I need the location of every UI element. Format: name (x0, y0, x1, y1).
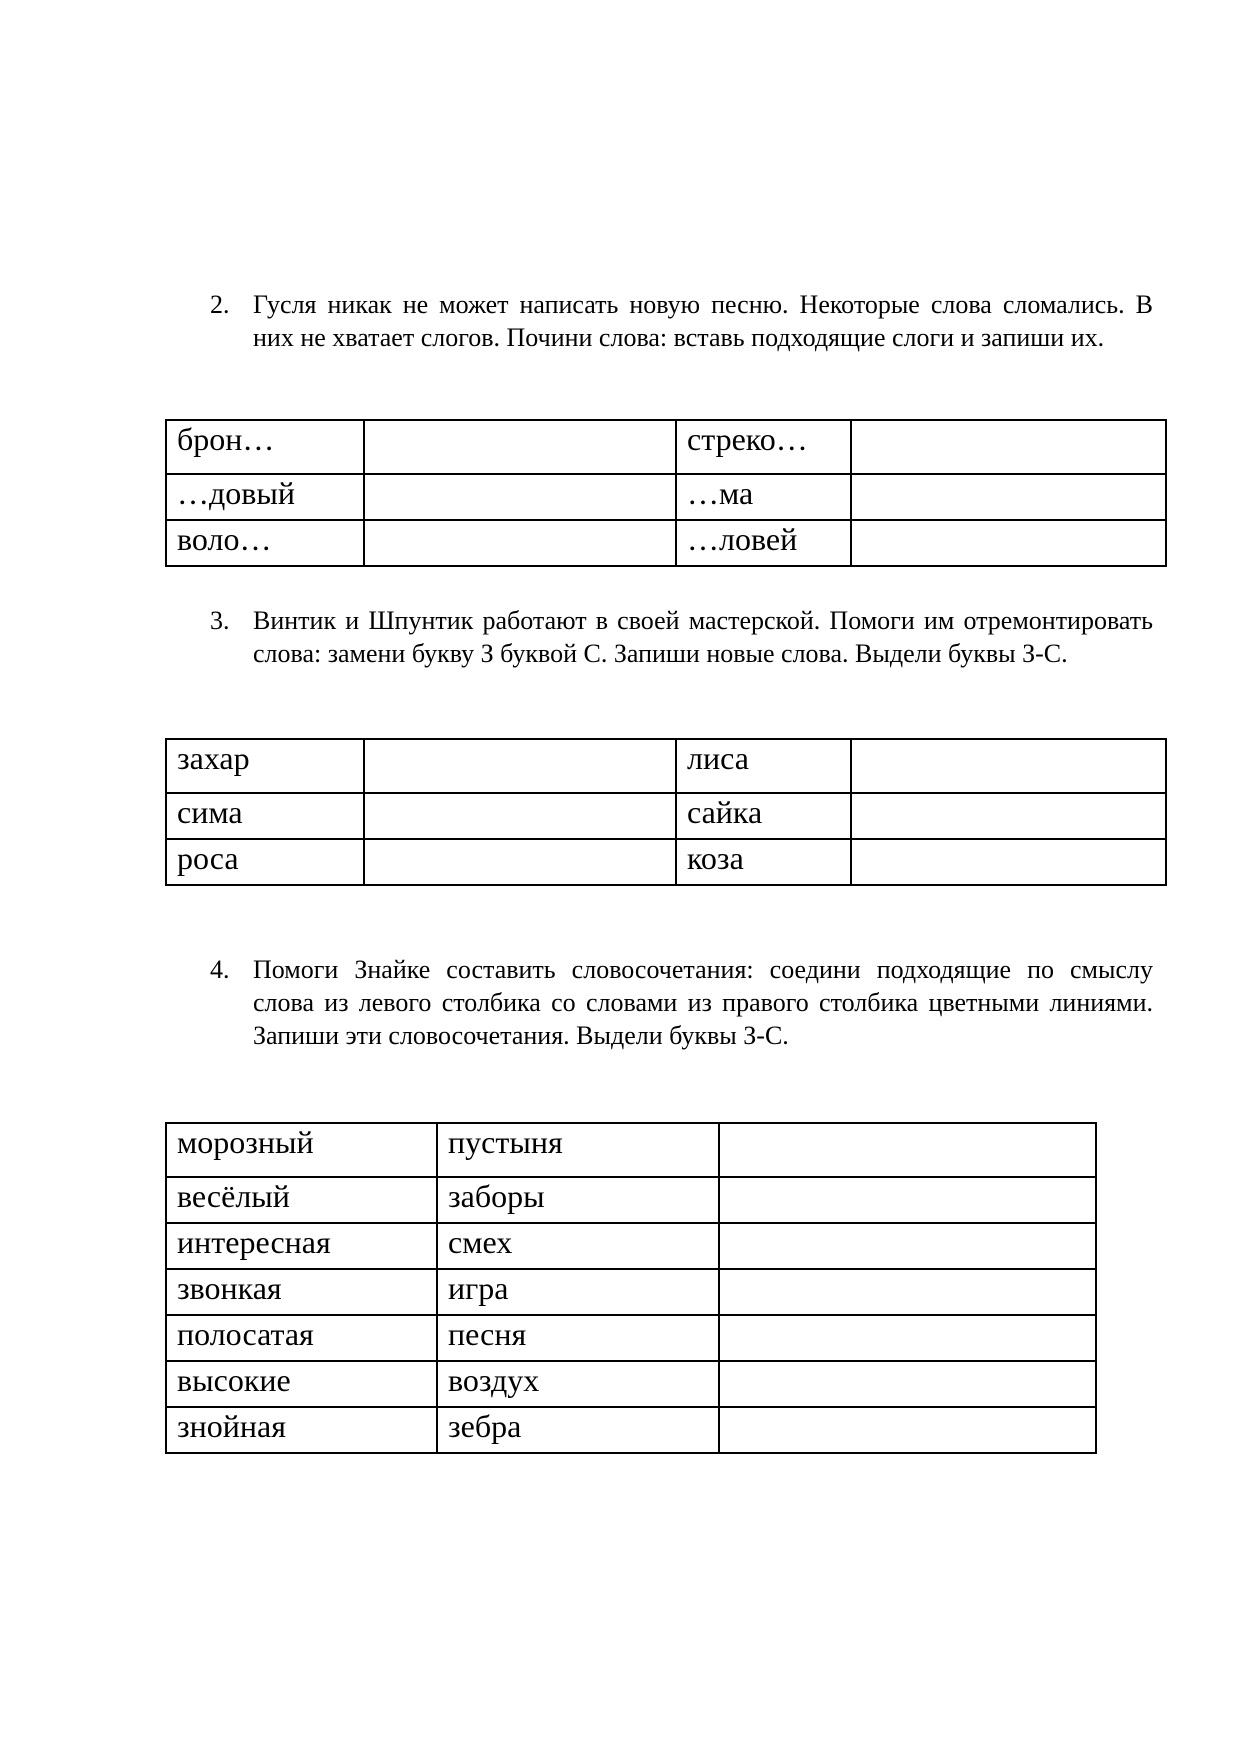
answer-cell[interactable] (364, 793, 676, 839)
task-text: Помоги Знайке составить словосочетания: соедини подходящие по смыслу слова из левого столбика со словами из правого столбика цветными линиями. Запиши эти словосочетания. Выдели буквы З-С. (253, 955, 1153, 1050)
task-text: Винтик и Шпунтик работают в своей мастерской. Помоги им отремонтировать слова: замени букву З буквой С. Запиши новые слова. Выдели буквы З-С. (253, 606, 1153, 668)
answer-cell[interactable] (364, 420, 676, 474)
answer-cell[interactable] (851, 474, 1166, 520)
answer-cell[interactable] (851, 739, 1166, 793)
task-4-table (165, 1122, 1097, 1454)
table-row (166, 793, 1166, 839)
word-cell: …довый (166, 474, 364, 520)
answer-cell[interactable] (719, 1361, 1096, 1407)
answer-cell[interactable] (364, 474, 676, 520)
table-row (166, 1361, 1096, 1407)
right-word-cell: заборы (437, 1177, 719, 1223)
table-row (166, 1177, 1096, 1223)
answer-cell[interactable] (851, 520, 1166, 566)
task-number: 2. (210, 290, 230, 319)
word-cell: сайка (676, 793, 851, 839)
word-cell: брон… (166, 420, 364, 474)
left-word-cell: интересная (166, 1223, 437, 1269)
task-number: 4. (210, 955, 230, 984)
word-cell: воло… (166, 520, 364, 566)
answer-cell[interactable] (851, 793, 1166, 839)
word-cell: лиса (676, 739, 851, 793)
answer-cell[interactable] (851, 839, 1166, 885)
task-4-instruction (210, 953, 1153, 1052)
left-word-cell: высокие (166, 1361, 437, 1407)
table-row (166, 520, 1166, 566)
word-cell: сима (166, 793, 364, 839)
right-word-cell: песня (437, 1315, 719, 1361)
table-row (166, 1123, 1096, 1177)
table-row (166, 474, 1166, 520)
left-word-cell: морозный (166, 1123, 437, 1177)
table-row (166, 1315, 1096, 1361)
word-cell: стреко… (676, 420, 851, 474)
answer-cell[interactable] (719, 1223, 1096, 1269)
word-cell: коза (676, 839, 851, 885)
answer-cell[interactable] (364, 739, 676, 793)
answer-cell[interactable] (364, 520, 676, 566)
task-3-table (165, 738, 1167, 886)
answer-cell[interactable] (851, 420, 1166, 474)
word-cell: роса (166, 839, 364, 885)
table-row (166, 839, 1166, 885)
table-row (166, 739, 1166, 793)
right-word-cell: смех (437, 1223, 719, 1269)
answer-cell[interactable] (719, 1177, 1096, 1223)
word-cell: …ловей (676, 520, 851, 566)
left-word-cell: полосатая (166, 1315, 437, 1361)
left-word-cell: звонкая (166, 1269, 437, 1315)
answer-cell[interactable] (364, 839, 676, 885)
task-text: Гусля никак не может написать новую песню. Некоторые слова сломались. В них не хватает слогов. Почини слова: вставь подходящие слоги и запиши их. (253, 290, 1153, 352)
right-word-cell: игра (437, 1269, 719, 1315)
word-cell: …ма (676, 474, 851, 520)
answer-cell[interactable] (719, 1315, 1096, 1361)
left-word-cell: весёлый (166, 1177, 437, 1223)
table-row (166, 1407, 1096, 1453)
table-row (166, 1223, 1096, 1269)
right-word-cell: воздух (437, 1361, 719, 1407)
left-word-cell: знойная (166, 1407, 437, 1453)
task-number: 3. (210, 606, 230, 635)
task-2-instruction (210, 288, 1153, 354)
answer-cell[interactable] (719, 1269, 1096, 1315)
table-row (166, 1269, 1096, 1315)
right-word-cell: пустыня (437, 1123, 719, 1177)
answer-cell[interactable] (719, 1407, 1096, 1453)
table-row (166, 420, 1166, 474)
task-2-table (165, 419, 1167, 567)
right-word-cell: зебра (437, 1407, 719, 1453)
answer-cell[interactable] (719, 1123, 1096, 1177)
task-3-instruction (210, 604, 1153, 670)
word-cell: захар (166, 739, 364, 793)
